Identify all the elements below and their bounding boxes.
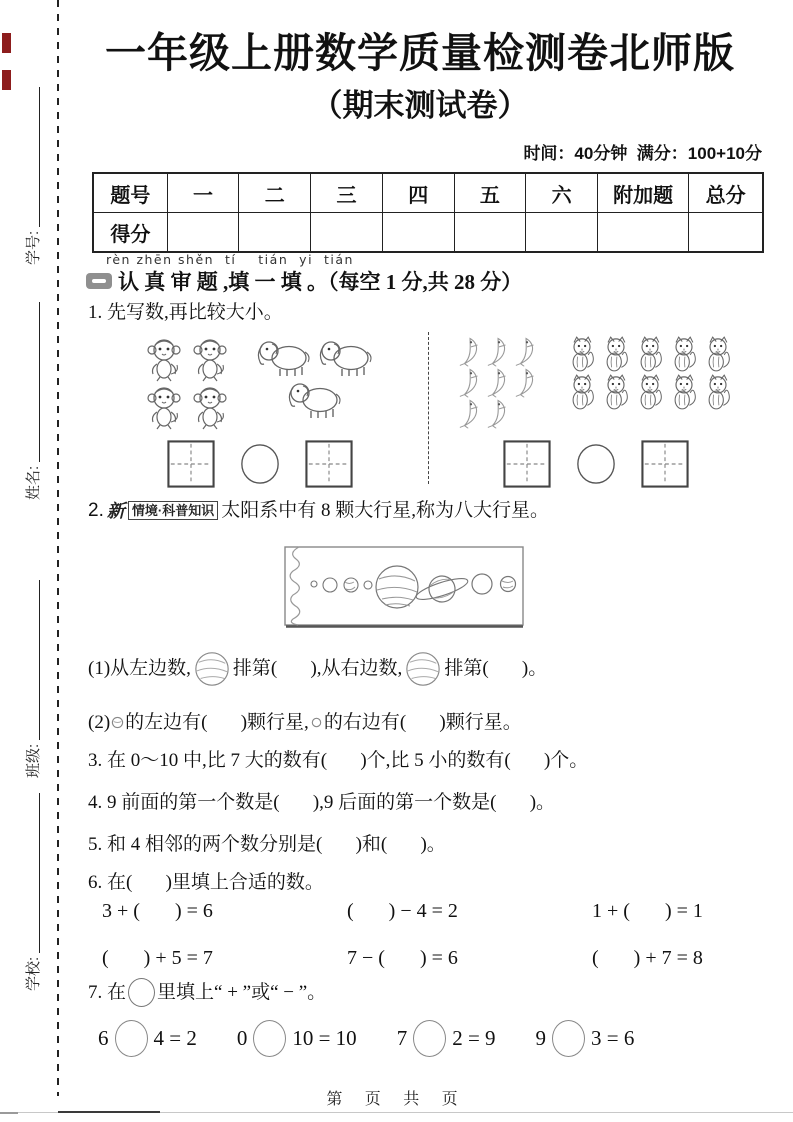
time-score-info: 时间：40分钟 满分：100+10分	[523, 144, 762, 163]
cat-group	[566, 336, 734, 410]
monkey-group	[144, 336, 230, 430]
operand: 6	[98, 1026, 109, 1050]
table-row	[93, 173, 763, 213]
planet-icon	[111, 716, 124, 729]
cat-icon	[668, 336, 700, 372]
cat-icon	[634, 374, 666, 410]
score-cell	[526, 213, 598, 253]
elephant-icon	[287, 378, 345, 420]
q1-left-answer-boxes	[96, 440, 424, 490]
monkey-icon	[144, 336, 184, 382]
school-label: 学校:	[25, 956, 42, 991]
q2-number: 2.	[88, 500, 104, 521]
elephant-icon	[256, 336, 314, 378]
q1-left-panel	[96, 332, 424, 490]
score-cell	[311, 213, 383, 253]
question-5-text: 5. 和 4 相邻的两个数分别是( )和( )。	[88, 834, 446, 855]
writing-grid-box	[305, 440, 353, 488]
school-blank-line	[39, 793, 40, 953]
score-cell	[689, 213, 763, 253]
dolphin-icon	[458, 367, 484, 398]
name-label: 姓名:	[25, 465, 42, 500]
operator-circle-icon	[115, 1020, 148, 1057]
elephant-group	[256, 336, 376, 420]
equation: 3 + ( ) = 6	[102, 900, 213, 922]
q2-2-seg: 的左边有( )颗行星,	[125, 712, 309, 733]
score-cell	[382, 213, 454, 253]
question-1-figure	[96, 332, 760, 490]
margin-entry-name	[21, 300, 43, 500]
operator-circle-icon	[552, 1020, 585, 1057]
print-mark	[2, 33, 11, 53]
writing-grid-box	[167, 440, 215, 488]
solar-system-figure	[284, 546, 524, 630]
class-label: 班级:	[25, 743, 42, 778]
question-1-text: 1. 先写数,再比较大小。	[88, 302, 283, 323]
equation	[98, 1020, 197, 1057]
dolphin-icon	[514, 336, 540, 367]
table-row	[93, 213, 763, 253]
operator-circle-icon	[128, 978, 155, 1007]
q7-text-before: 7. 在	[88, 981, 127, 1003]
score-cell	[239, 213, 311, 253]
page-bottom-edge-dark	[58, 1111, 160, 1113]
q2-1-seg: (1)从左边数,	[88, 658, 191, 680]
margin-entry-class	[21, 578, 43, 778]
monkey-icon	[190, 384, 230, 430]
header-cell: 一	[167, 173, 239, 213]
operand: 10 = 10	[292, 1026, 357, 1050]
page-title: 一年级上册数学质量检测卷北师版	[105, 30, 735, 76]
question-2-text	[88, 498, 549, 524]
q1-right-panel	[433, 332, 761, 490]
dolphin-icon	[458, 398, 484, 429]
jupiter-icon	[404, 650, 442, 688]
header-cell: 附加题	[597, 173, 688, 213]
section1-title: 认 真 审 题 ,填 一 填 。（每空 1 分,共 28 分）	[118, 270, 523, 294]
cat-icon	[702, 374, 734, 410]
dolphin-icon	[486, 367, 512, 398]
writing-grid-box	[641, 440, 689, 488]
question-6-text: 6. 在( )里填上合适的数。	[88, 872, 324, 893]
q1-left-animals	[96, 332, 424, 430]
equation: 1 + ( ) = 1	[592, 900, 703, 922]
q1-panel-divider	[428, 332, 429, 484]
equation	[397, 1020, 496, 1057]
q2-2-seg: 的右边有( )颗行星。	[323, 712, 522, 733]
operand: 3 = 6	[591, 1026, 635, 1050]
score-cell	[454, 213, 526, 253]
question-2-1	[88, 650, 547, 688]
operand: 2 = 9	[452, 1026, 496, 1050]
header-cell: 五	[454, 173, 526, 213]
page-bottom-edge-tick	[0, 1112, 18, 1114]
monkey-icon	[190, 336, 230, 382]
cat-icon	[566, 374, 598, 410]
uranus-icon	[472, 574, 492, 594]
equation: ( ) − 4 = 2	[347, 900, 458, 922]
q2-statement: 太阳系中有 8 颗大行星,称为八大行星。	[221, 500, 549, 521]
dolphin-icon	[486, 336, 512, 367]
name-blank-line	[39, 302, 40, 462]
cat-icon	[668, 374, 700, 410]
monkey-icon	[144, 384, 184, 430]
operand: 7	[396, 1026, 408, 1050]
q2-2-seg: (2)	[88, 712, 111, 733]
saturn-icon	[412, 568, 471, 609]
dolphin-icon	[486, 398, 512, 429]
operand: 4 = 2	[153, 1026, 197, 1050]
header-cell: 六	[526, 173, 598, 213]
q2-1-seg: 排第( ),从右边数,	[232, 658, 403, 680]
cat-icon	[702, 336, 734, 372]
operator-circle-icon	[253, 1020, 286, 1057]
equation	[536, 1020, 635, 1057]
equation	[237, 1020, 357, 1057]
operand: 0	[236, 1026, 248, 1050]
header-cell: 三	[311, 173, 383, 213]
page-footer: 第 页 共 页	[326, 1091, 467, 1108]
class-blank-line	[39, 580, 40, 740]
section1-pinyin: rèn zhēn shěn tí tián yi tián	[106, 252, 354, 267]
cat-icon	[634, 336, 666, 372]
question-2-2	[88, 710, 522, 736]
question-7-text	[88, 978, 326, 1007]
equation: ( ) + 7 = 8	[592, 947, 703, 969]
score-table	[92, 172, 764, 253]
header-cell: 总分	[689, 173, 763, 213]
neptune-icon	[501, 577, 516, 592]
equation: ( ) + 5 = 7	[102, 947, 213, 969]
margin-entry-school	[21, 791, 43, 991]
student-id-blank-line	[39, 87, 40, 227]
cat-icon	[600, 374, 632, 410]
score-row-label: 得分	[93, 213, 167, 253]
question-6-equations	[102, 900, 742, 970]
sun-icon	[290, 547, 300, 625]
q1-right-answer-boxes	[433, 440, 761, 490]
question-4-text: 4. 9 前面的第一个数是( ),9 后面的第一个数是( )。	[88, 792, 556, 813]
mercury-icon	[311, 581, 317, 587]
operator-circle-icon	[413, 1020, 446, 1057]
student-id-label: 学号:	[25, 230, 42, 265]
jupiter-icon	[193, 650, 231, 688]
section1-header	[86, 266, 522, 296]
compare-circle	[239, 442, 281, 486]
cat-icon	[566, 336, 598, 372]
q2-1-seg: 排第( )。	[444, 658, 548, 680]
writing-grid-box	[503, 440, 551, 488]
margin-entry-student-id	[21, 85, 43, 265]
operand: 9	[535, 1026, 547, 1050]
question-7-equations	[98, 1020, 634, 1057]
dolphin-icon	[458, 336, 484, 367]
section-one-badge-icon	[86, 273, 112, 289]
cat-icon	[600, 336, 632, 372]
q7-text-after: 里填上“ + ”或“ − ”。	[157, 981, 327, 1003]
equation: 7 − ( ) = 6	[347, 947, 458, 969]
elephant-icon	[318, 336, 376, 378]
q2-badge-prefix: 新	[106, 500, 125, 521]
page-subtitle: （期末测试卷）	[311, 88, 529, 123]
header-cell: 四	[382, 173, 454, 213]
compare-circle	[575, 442, 617, 486]
question-3-text: 3. 在 0～10 中,比 7 大的数有( )个,比 5 小的数有( )个。	[88, 750, 589, 771]
q1-right-animals	[433, 332, 761, 429]
print-mark	[2, 70, 11, 90]
mars-icon	[364, 581, 372, 589]
q2-context-badge: 情境·科普知识	[128, 501, 218, 520]
score-cell	[597, 213, 688, 253]
score-cell	[167, 213, 239, 253]
dolphin-group	[458, 336, 540, 429]
planet-icon	[310, 716, 323, 729]
header-cell: 二	[239, 173, 311, 213]
header-cell: 题号	[93, 173, 167, 213]
venus-icon	[323, 578, 337, 592]
margin-dashed-line	[57, 0, 59, 1096]
dolphin-icon	[514, 367, 540, 398]
